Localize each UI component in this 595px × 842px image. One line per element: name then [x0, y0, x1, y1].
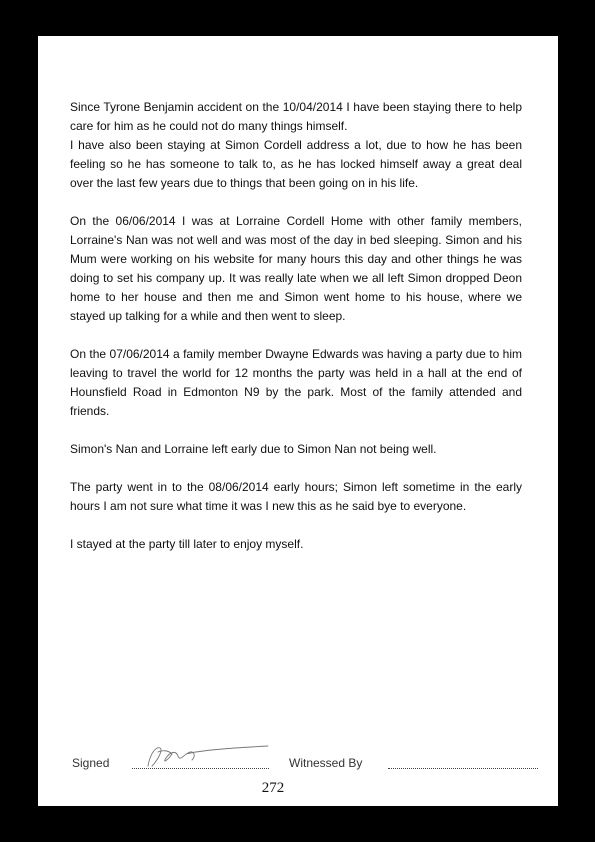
page-number: 272	[261, 780, 285, 796]
statement-paragraph: The party went in to the 08/06/2014 early hours; Simon left sometime in the early hours I am not sure what time it was I new this as he said bye to everyone.	[70, 480, 522, 513]
handwritten-signature	[142, 742, 292, 772]
statement-paragraph: I stayed at the party till later to enjoy myself.	[70, 537, 304, 551]
statement-paragraph: I have also been staying at Simon Cordell address a lot, due to how he has been feeling so he has someone to talk to, as he has locked himself away a great deal over the last few years due to things that been going on in his life.	[70, 138, 522, 190]
statement-paragraph: Since Tyrone Benjamin accident on the 10/04/2014 I have been staying there to help care for him as he could not do many things himself.	[70, 100, 522, 133]
signed-label: Signed	[72, 756, 110, 770]
statement-paragraph: On the 06/06/2014 I was at Lorraine Cordell Home with other family members, Lorraine's Nan was not well and was most of the day in bed sleeping. Simon and his Mum were working on his website for many hours this day and other things he was doing to set his company up. It was really late when we all left Simon dropped Deon home to her house and then me and Simon went home to his house, where we stayed up talking for a while and then went to sleep.	[70, 214, 522, 323]
signature-footer	[72, 754, 542, 778]
statement-page	[38, 36, 558, 806]
witnessed-by-label: Witnessed By	[289, 756, 363, 770]
statement-paragraph: Simon's Nan and Lorraine left early due to Simon Nan not being well.	[70, 442, 437, 456]
statement-body	[70, 98, 522, 573]
witness-line	[388, 768, 538, 769]
statement-paragraph: On the 07/06/2014 a family member Dwayne Edwards was having a party due to him leaving to travel the world for 12 months the party was held in a hall at the end of Hounsfield Road in Edmonton N9 by the park. Most of the family attended and friends.	[70, 347, 522, 418]
